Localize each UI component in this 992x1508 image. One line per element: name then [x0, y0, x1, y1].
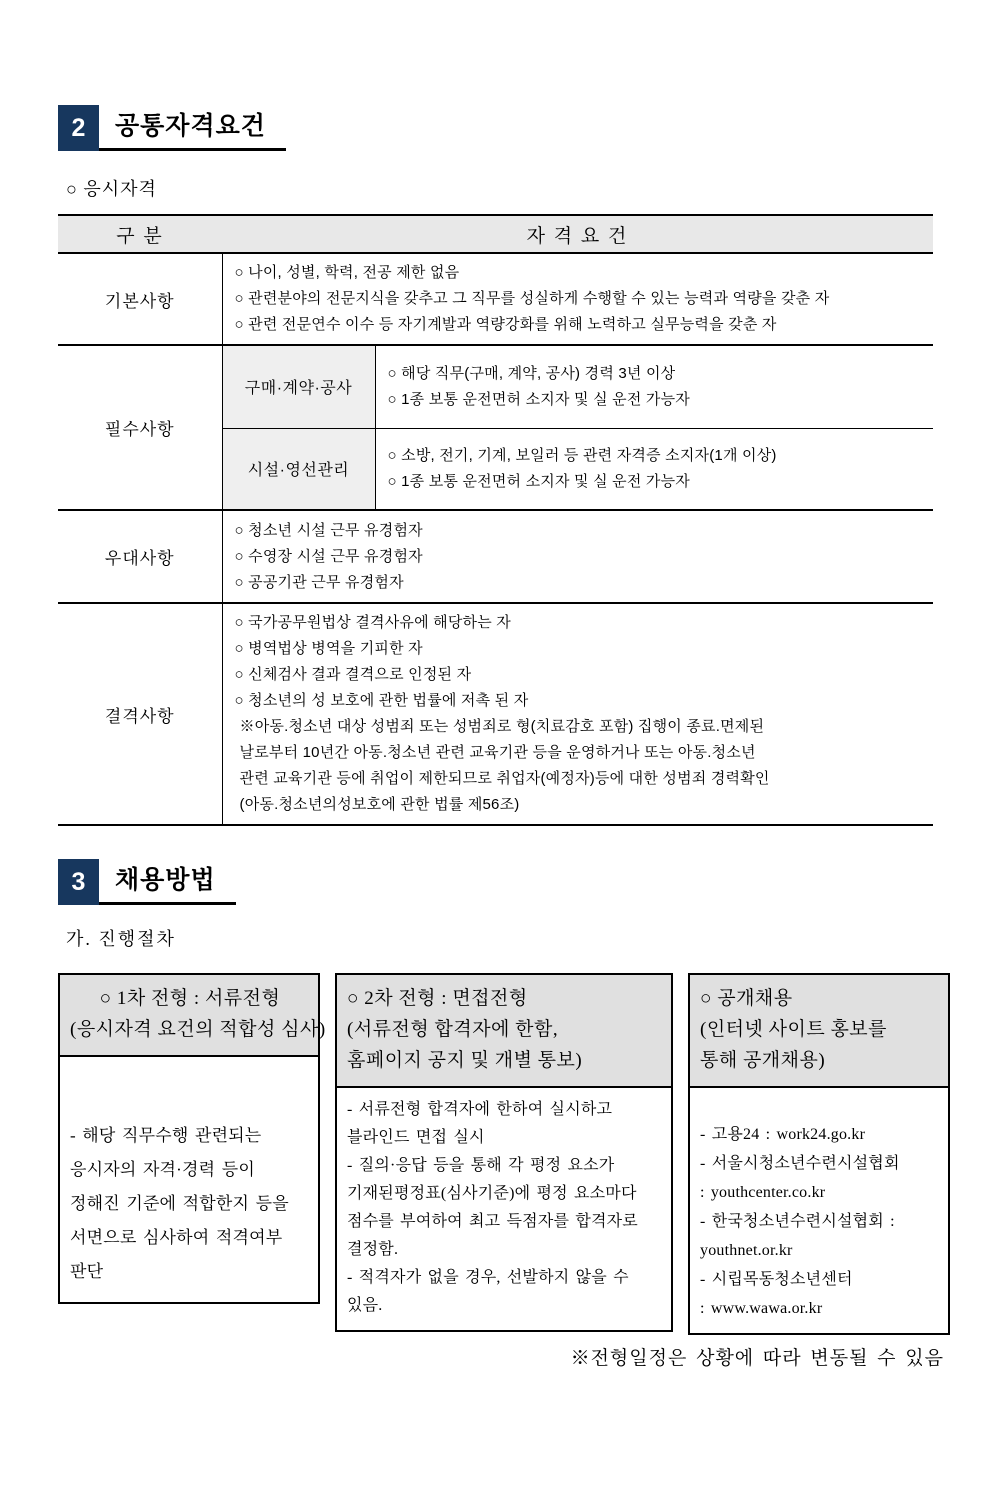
header-line: (응시자격 요건의 적합성 심사): [70, 1019, 326, 1040]
body-line: - 시립목동청소년센터: [700, 1271, 853, 1288]
process-box-open-recruitment-body: [690, 1088, 948, 1333]
header-line: ○ 공개채용: [700, 988, 793, 1009]
required-line: ○ 1종 보통 운전면허 소지자 및 실 운전 가능자: [387, 390, 690, 408]
body-line: youthnet.or.kr: [700, 1242, 793, 1259]
body-line: : www.wawa.or.kr: [700, 1300, 823, 1317]
disqualified-line: ○ 신체검사 결과 결격으로 인정된 자: [234, 666, 472, 683]
header-line: 통해 공개채용): [700, 1050, 826, 1071]
basic-line: ○ 관련분야의 전문지식을 갖추고 그 직무를 성실하게 수행할 수 있는 능력과 역량을 갖춘 자: [234, 290, 830, 307]
section-3-title-underline: [99, 859, 236, 905]
body-line: - 적격자가 없을 경우, 선발하지 않을 수: [347, 1269, 629, 1286]
table-header-row: [58, 215, 933, 253]
header-line: 홈페이지 공지 및 개별 통보): [347, 1050, 583, 1071]
procedure-subheading: 가. 진행절차: [66, 929, 176, 949]
header-line: ○ 1차 전형 : 서류전형: [99, 988, 281, 1009]
disqualified-note-line: (아동.청소년의성보호에 관한 법률 제56조): [239, 796, 520, 813]
header-line: ○ 2차 전형 : 면접전형: [347, 988, 528, 1009]
qualification-table: [58, 214, 933, 826]
table-row-basic: [58, 253, 933, 345]
row-content-basic: [222, 253, 933, 345]
sub-label-facility-maintenance: 시설·영선관리: [222, 428, 375, 510]
basic-line: ○ 나이, 성별, 학력, 전공 제한 없음: [234, 264, 460, 281]
body-line: - 한국청소년수련시설협회 :: [700, 1213, 895, 1230]
process-box-first-round-body: [60, 1057, 318, 1299]
section-2-title: 공통자격요건: [115, 112, 266, 140]
disqualified-line: ○ 청소년의 성 보호에 관한 법률에 저촉 된 자: [234, 692, 529, 709]
disqualified-line: ○ 병역법상 병역을 기피한 자: [234, 640, 423, 657]
process-box-second-round-header: [337, 975, 671, 1088]
disqualified-note-line: 관련 교육기관 등에 취업이 제한되므로 취업자(예정자)등에 대한 성범죄 경력확인: [239, 770, 770, 787]
disqualified-note-line: ※아동.청소년 대상 성범죄 또는 성범죄로 형(치료감호 포함) 집행이 종료.면제된: [239, 718, 765, 735]
row-content-purchase: [375, 345, 933, 428]
process-box-second-round: [335, 973, 673, 1332]
body-line: 블라인드 면접 실시: [347, 1129, 485, 1146]
disqualified-line: ○ 국가공무원법상 결격사유에 해당하는 자: [234, 614, 511, 631]
body-line: 정해진 기준에 적합한지 등을: [70, 1194, 289, 1213]
header-line: (인터넷 사이트 홍보를: [700, 1019, 888, 1040]
body-line: - 고용24 : work24.go.kr: [700, 1126, 866, 1143]
body-line: 결정함.: [347, 1241, 399, 1258]
section-2-title-underline: [99, 105, 286, 151]
process-box-open-recruitment-header: [690, 975, 948, 1088]
process-box-first-round-header: [60, 975, 326, 1057]
preferred-line: ○ 공공기관 근무 유경험자: [234, 573, 404, 591]
section-3-number-badge: 3: [58, 859, 99, 905]
disqualified-note-line: 날로부터 10년간 아동.청소년 관련 교육기관 등을 운영하거나 또는 아동.청소년: [239, 744, 756, 761]
row-label-disqualified: 결격사항: [58, 603, 222, 825]
body-line: - 해당 직무수행 관련되는: [70, 1126, 262, 1145]
row-content-facility: [375, 428, 933, 510]
section-3-heading: [58, 859, 992, 905]
table-row-required-purchase: [58, 345, 933, 428]
preferred-line: ○ 청소년 시설 근무 유경험자: [234, 521, 423, 539]
row-label-preferred: 우대사항: [58, 510, 222, 603]
body-line: 응시자의 자격·경력 등이: [70, 1160, 255, 1179]
row-label-basic: 기본사항: [58, 253, 222, 345]
required-line: ○ 소방, 전기, 기계, 보일러 등 관련 자격증 소지자(1개 이상): [387, 446, 777, 464]
process-box-second-round-body: [337, 1088, 671, 1330]
sub-label-purchase-contract-construction: 구매·계약·공사: [222, 345, 375, 428]
table-row-disqualified: [58, 603, 933, 825]
column-header-requirements: 자 격 요 건: [222, 215, 933, 253]
body-line: - 서류전형 합격자에 한하여 실시하고: [347, 1101, 613, 1118]
table-row-preferred: [58, 510, 933, 603]
body-line: 있음.: [347, 1297, 383, 1314]
schedule-change-footnote: ※전형일정은 상황에 따라 변동될 수 있음: [570, 1348, 944, 1369]
application-qualification-heading: ○ 응시자격: [66, 179, 157, 199]
body-line: : youthcenter.co.kr: [700, 1184, 826, 1201]
row-content-disqualified: [222, 603, 933, 825]
body-line: 기재된평정표(심사기준)에 평정 요소마다: [347, 1185, 637, 1202]
basic-line: ○ 관련 전문연수 이수 등 자기계발과 역량강화를 위해 노력하고 실무능력을 갖춘 자: [234, 316, 777, 333]
body-line: 점수를 부여하여 최고 득점자를 합격자로: [347, 1213, 638, 1230]
section-3-title: 채용방법: [115, 866, 216, 894]
body-line: - 서울시청소년수련시설협회: [700, 1155, 900, 1172]
preferred-line: ○ 수영장 시설 근무 유경험자: [234, 547, 423, 565]
body-line: 판단: [70, 1262, 104, 1281]
header-line: (서류전형 합격자에 한함,: [347, 1019, 559, 1040]
required-line: ○ 해당 직무(구매, 계약, 공사) 경력 3년 이상: [387, 364, 676, 382]
process-boxes: [58, 973, 950, 1335]
body-line: 서면으로 심사하여 적격여부: [70, 1228, 283, 1247]
process-box-first-round: [58, 973, 326, 1304]
row-content-preferred: [222, 510, 933, 603]
section-2-heading: [58, 105, 992, 151]
required-line: ○ 1종 보통 운전면허 소지자 및 실 운전 가능자: [387, 472, 690, 490]
process-box-open-recruitment: [688, 973, 950, 1335]
section-2-number-badge: 2: [58, 105, 99, 151]
column-header-category: 구 분: [58, 215, 222, 253]
body-line: - 질의·응답 등을 통해 각 평정 요소가: [347, 1157, 615, 1174]
row-label-required: 필수사항: [58, 345, 222, 510]
